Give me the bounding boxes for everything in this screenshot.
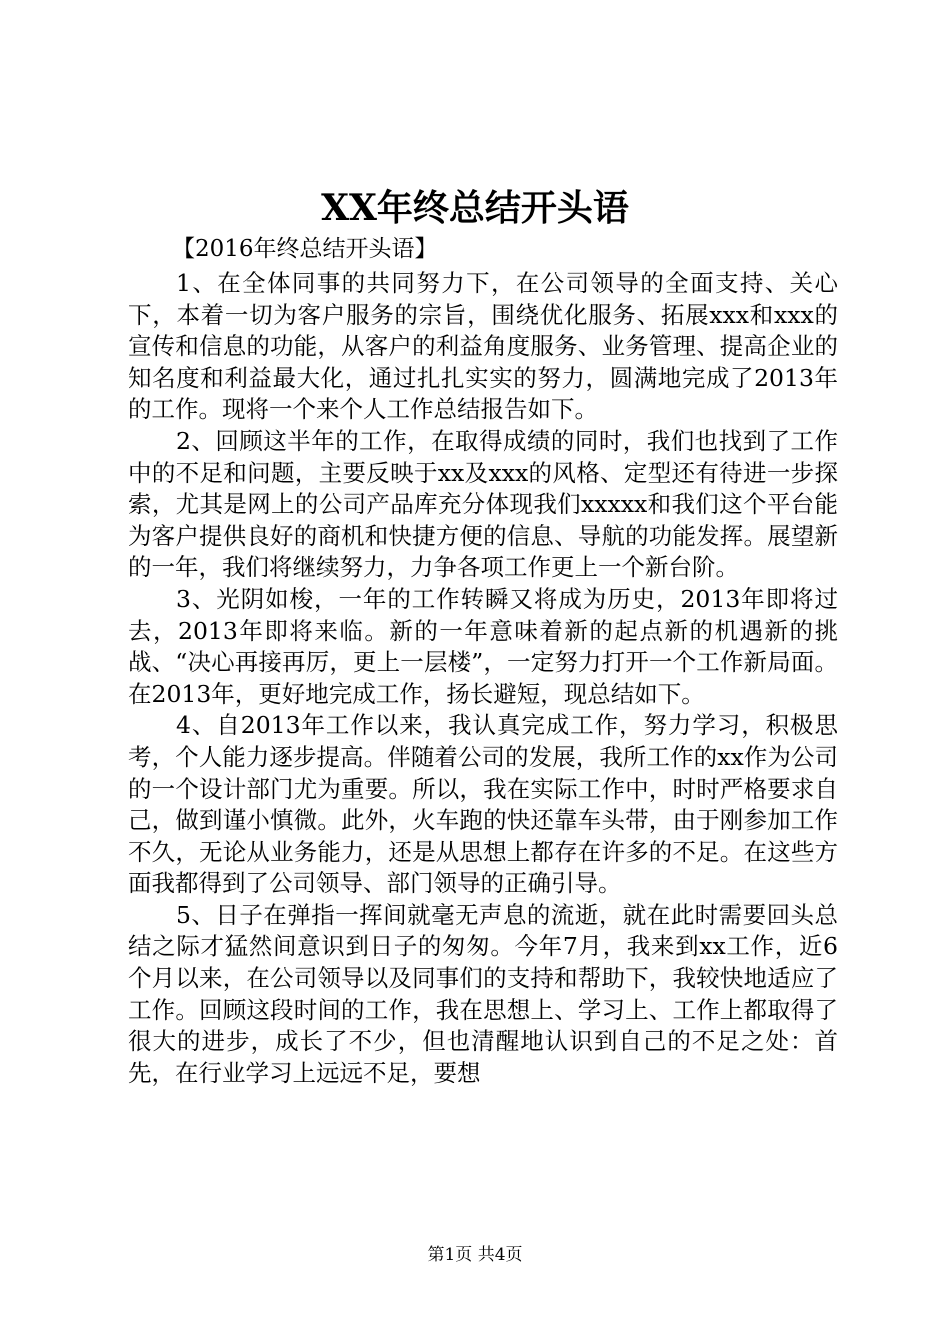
paragraph-4: 4、自2013年工作以来，我认真完成工作，努力学习，积极思考，个人能力逐步提高。伴随着公司的发展，我所工作的xx作为公司的一个设计部门尤为重要。所以，我在实际工作中，时时严格要求自己，做到谨小慎微。此外，火车跑的快还靠车头带，由于刚参加工作不久，无论从业务能力，还是从思想上都存在许多的不足。在这些方面我都得到了公司领导、部门领导的正确引导。 (128, 711, 838, 898)
paragraph-1: 1、在全体同事的共同努力下，在公司领导的全面支持、关心下，本着一切为客户服务的宗旨，围绕优化服务、拓展xxx和xxx的宣传和信息的功能，从客户的利益角度服务、业务管理、提高企业的知名度和利益最大化，通过扎扎实实的努力，圆满地完成了2013年的工作。现将一个来个人工作总结报告如下。 (128, 269, 838, 424)
paragraph-2: 2、回顾这半年的工作，在取得成绩的同时，我们也找到了工作中的不足和问题，主要反映于xx及xxx的风格、定型还有待进一步探索，尤其是网上的公司产品库充分体现我们xxxxx和我们这个平台能为客户提供良好的商机和快捷方便的信息、导航的功能发挥。展望新的一年，我们将继续努力，力争各项工作更上一个新台阶。 (128, 426, 838, 582)
paragraph-3: 3、光阴如梭，一年的工作转瞬又将成为历史，2013年即将过去，2013年即将来临。新的一年意味着新的起点新的机遇新的挑战、“决心再接再厉，更上一层楼”，一定努力打开一个工作新局面。在2013年，更好地完成工作，扬长避短，现总结如下。 (128, 584, 838, 708)
document-subtitle: 【2016年终总结开头语】 (172, 236, 438, 262)
paragraph-5: 5、日子在弹指一挥间就毫无声息的流逝，就在此时需要回头总结之际才猛然间意识到日子的匆匆。今年7月，我来到xx工作，近6个月以来，在公司领导以及同事们的支持和帮助下，我较快地适应了工作。回顾这段时间的工作，我在思想上、学习上、工作上都取得了很大的进步，成长了不少，但也清醒地认识到自己的不足之处：首先，在行业学习上远远不足，要想 (128, 900, 838, 1087)
page-footer: 第1页 共4页 (427, 1245, 523, 1265)
document-title: XX年终总结开头语 (321, 187, 629, 229)
document-body (128, 268, 838, 1089)
